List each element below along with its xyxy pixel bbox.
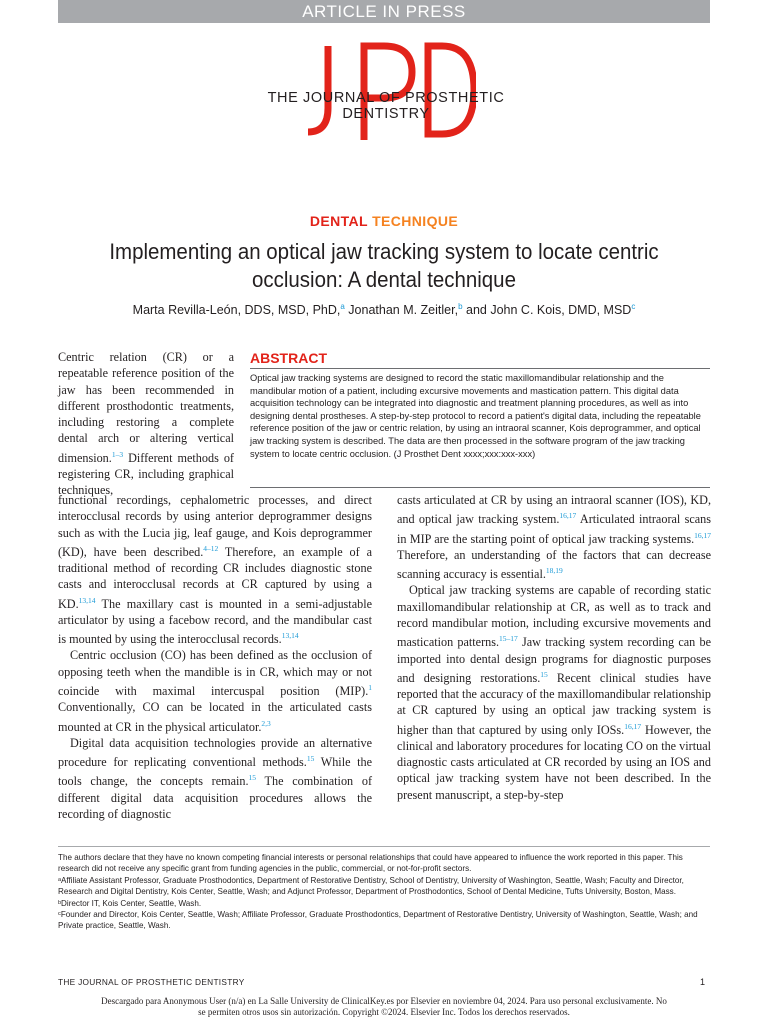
body-text: Centric occlusion (CO) has been defined as the occlusion of opposing teeth when the mandible is in CR, which may or not coincide with maximal intercuspal position (MIP). — [58, 648, 372, 698]
body-paragraph — [58, 647, 372, 734]
citation[interactable]: 4–12 — [203, 543, 219, 553]
body-text: functional recordings, cephalometric processes, and direct interocclusal records by using anterior deprogrammer designs such as with the Lucia jig, leaf gauge, and Kois deprogrammer (KD), have been described. — [58, 493, 372, 559]
footnote: The authors declare that they have no known competing financial interests or personal relationships that could have appeared to influence the work reported in this paper. This research did not receive any specific grant from funding agencies in the public, commercial, or not-for-profit sectors. — [58, 853, 683, 874]
citation[interactable]: 18,19 — [545, 566, 563, 576]
author-affiliation-marker[interactable]: c — [631, 302, 636, 311]
body-text: Jaw tracking system recording can be imported into dental design programs for diagnostic purposes and designing restorations. — [397, 635, 712, 685]
intro-text: Centric relation (CR) or a repeatable reference position of the jaw has been recommended in different prosthodontic treatments, including restoring a complete dental arch or altering vertical dimension. — [58, 350, 234, 465]
author-affiliation-marker[interactable]: b — [458, 302, 463, 311]
author-list — [60, 302, 708, 317]
citation[interactable]: 15 — [306, 754, 315, 764]
author-name: and John C. Kois, DMD, MSD — [462, 303, 632, 318]
footnote: ᵃAffiliate Assistant Professor, Graduate Prosthodontics, Department of Restorative Dentistry, School of Dentistry, University of Washington, Seattle, Wash; Faculty and Director, Research and Digital Dentistry, Kois Center, Seattle, Wash; and Adjunct Professor, Department of Prosthodontics, School of Dental Medicine, Tufts University, Boston, Mass. — [58, 875, 684, 897]
author-affiliation-marker[interactable]: a — [340, 302, 345, 311]
citation[interactable]: 2,3 — [261, 718, 271, 728]
citation[interactable]: 16,17 — [624, 721, 642, 731]
body-column-right — [397, 492, 711, 803]
footnote: ᶜFounder and Director, Kois Center, Seattle, Wash; Affiliate Professor, Graduate Prosthodontics, Department of Restorative Dentistry, University of Washington, Seattle, Wash; and Private practice, Seattle, Wash. — [58, 910, 698, 931]
article-type-word-1: DENTAL — [309, 213, 368, 229]
body-text: Therefore, an understanding of the factors that can decrease scanning accuracy is essential. — [397, 547, 711, 582]
body-text: Therefore, an example of a traditional method of recording CR includes diagnostic stone casts and interocclusal records at CR captured by using a KD. — [58, 544, 372, 611]
citation[interactable]: 16,17 — [559, 511, 577, 521]
body-column-left — [58, 492, 372, 822]
abstract-heading: ABSTRACT — [250, 350, 327, 366]
citation[interactable]: 1–3 — [111, 449, 124, 459]
body-text: Optical jaw tracking systems are capable of recording static maxillomandibular relationship at CR, as well as to track and record mandibular motion, including excursive movements and mastication patterns. — [397, 583, 711, 650]
body-paragraph — [58, 735, 372, 822]
footnote-divider — [58, 846, 710, 847]
citation[interactable]: 15 — [248, 773, 257, 783]
citation[interactable]: 16,17 — [694, 530, 711, 540]
citation[interactable]: 13,14 — [78, 595, 96, 605]
citation[interactable]: 15–17 — [499, 634, 518, 644]
download-notice: Descargado para Anonymous User (n/a) en La Salle University de ClinicalKey.es por Elsevier en noviembre 04, 2024. Para uso personal exclusivamente. No se permiten otros usos sin autorización. Copyright ©2024. Elsevier Inc. Todos los derechos reservados. — [101, 996, 667, 1017]
citation[interactable]: 13,14 — [281, 631, 299, 641]
footnote: ᵇDirector IT, Kois Center, Seattle, Wash. — [58, 898, 202, 908]
intro-tail: Different methods of registering CR, including graphical techniques, — [58, 450, 234, 498]
body-paragraph — [397, 492, 711, 582]
citation[interactable]: 1 — [368, 682, 372, 692]
abstract-bottom-rule — [250, 487, 710, 488]
author-name: Marta Revilla-León, DDS, MSD, PhD, — [132, 303, 341, 318]
body-text: The maxillary cast is mounted in a semi-adjustable articulator by using a facebow record, and the mandibular cast is mounted by using the interocclusal records. — [58, 596, 372, 647]
page-number: 1 — [700, 977, 706, 987]
body-text: Recent clinical studies have reported that the accuracy of the maxillomandibular relationship at CR captured by using an optical jaw tracking system is higher than that captured by using only IOSs. — [397, 670, 711, 737]
running-footer-journal: THE JOURNAL OF PROSTHETIC DENTISTRY — [58, 977, 245, 987]
body-text: Digital data acquisition technologies provide an alternative procedure for replicating conventional methods. — [58, 735, 372, 770]
article-title: Implementing an optical jaw tracking system to locate centric occlusion: A dental technique — [109, 239, 659, 292]
journal-name: THE JOURNAL OF PROSTHETIC DENTISTRY — [267, 90, 505, 122]
intro-paragraph — [58, 349, 234, 498]
footnotes — [58, 852, 712, 932]
body-text: Articulated intraoral scans in MIP are the starting point of optical jaw tracking systems. — [397, 512, 711, 546]
body-text: While the tools change, the concepts remain. — [58, 755, 372, 789]
body-paragraph — [397, 582, 711, 802]
abstract-text: Optical jaw tracking systems are designed to record the static maxillomandibular relationship and the mandibular motion of a patient, including excursive movements and mastication pattern. This digital data acquisition technology can be integrated into diagnostic and treatment planning procedures, as well as into designing dental prostheses. A step-by-step protocol to record a patient's digital data, including the repeatable reference position of the jaw or centric relation, by using an intraoral scanner, Kois deprogrammer, and optical jaw tracking system is described. The data are then processed in the software program of the jaw tracking system to locate centric occlusion. (J Prosthet Dent xxxx;xxx:xxx-xxx) — [250, 373, 701, 459]
body-text: However, the clinical and laboratory procedures for locating CO on the virtual diagnostic casts articulated at CR recorded by using an IOS and optical jaw tracking system have not been described. In the present manuscript, a step-by-step — [397, 722, 711, 802]
article-in-press-banner: ARTICLE IN PRESS — [58, 0, 710, 23]
body-paragraph — [58, 492, 372, 647]
journal-logo — [226, 40, 546, 140]
body-text: casts articulated at CR by using an intraoral scanner (IOS), KD, and optical jaw tracking system. — [397, 493, 711, 527]
body-text-intro — [58, 349, 234, 498]
article-type-label — [0, 213, 768, 229]
author-name: Jonathan M. Zeitler, — [344, 303, 459, 318]
body-text: Conventionally, CO can be located in the articulated casts mounted at CR in the physical articulator. — [58, 700, 372, 734]
body-text: The combination of different digital data acquisition procedures allows the recording of diagnostic — [58, 774, 373, 821]
article-type-word-2: TECHNIQUE — [372, 213, 459, 229]
citation[interactable]: 15 — [540, 669, 548, 679]
abstract-top-rule — [250, 368, 710, 369]
